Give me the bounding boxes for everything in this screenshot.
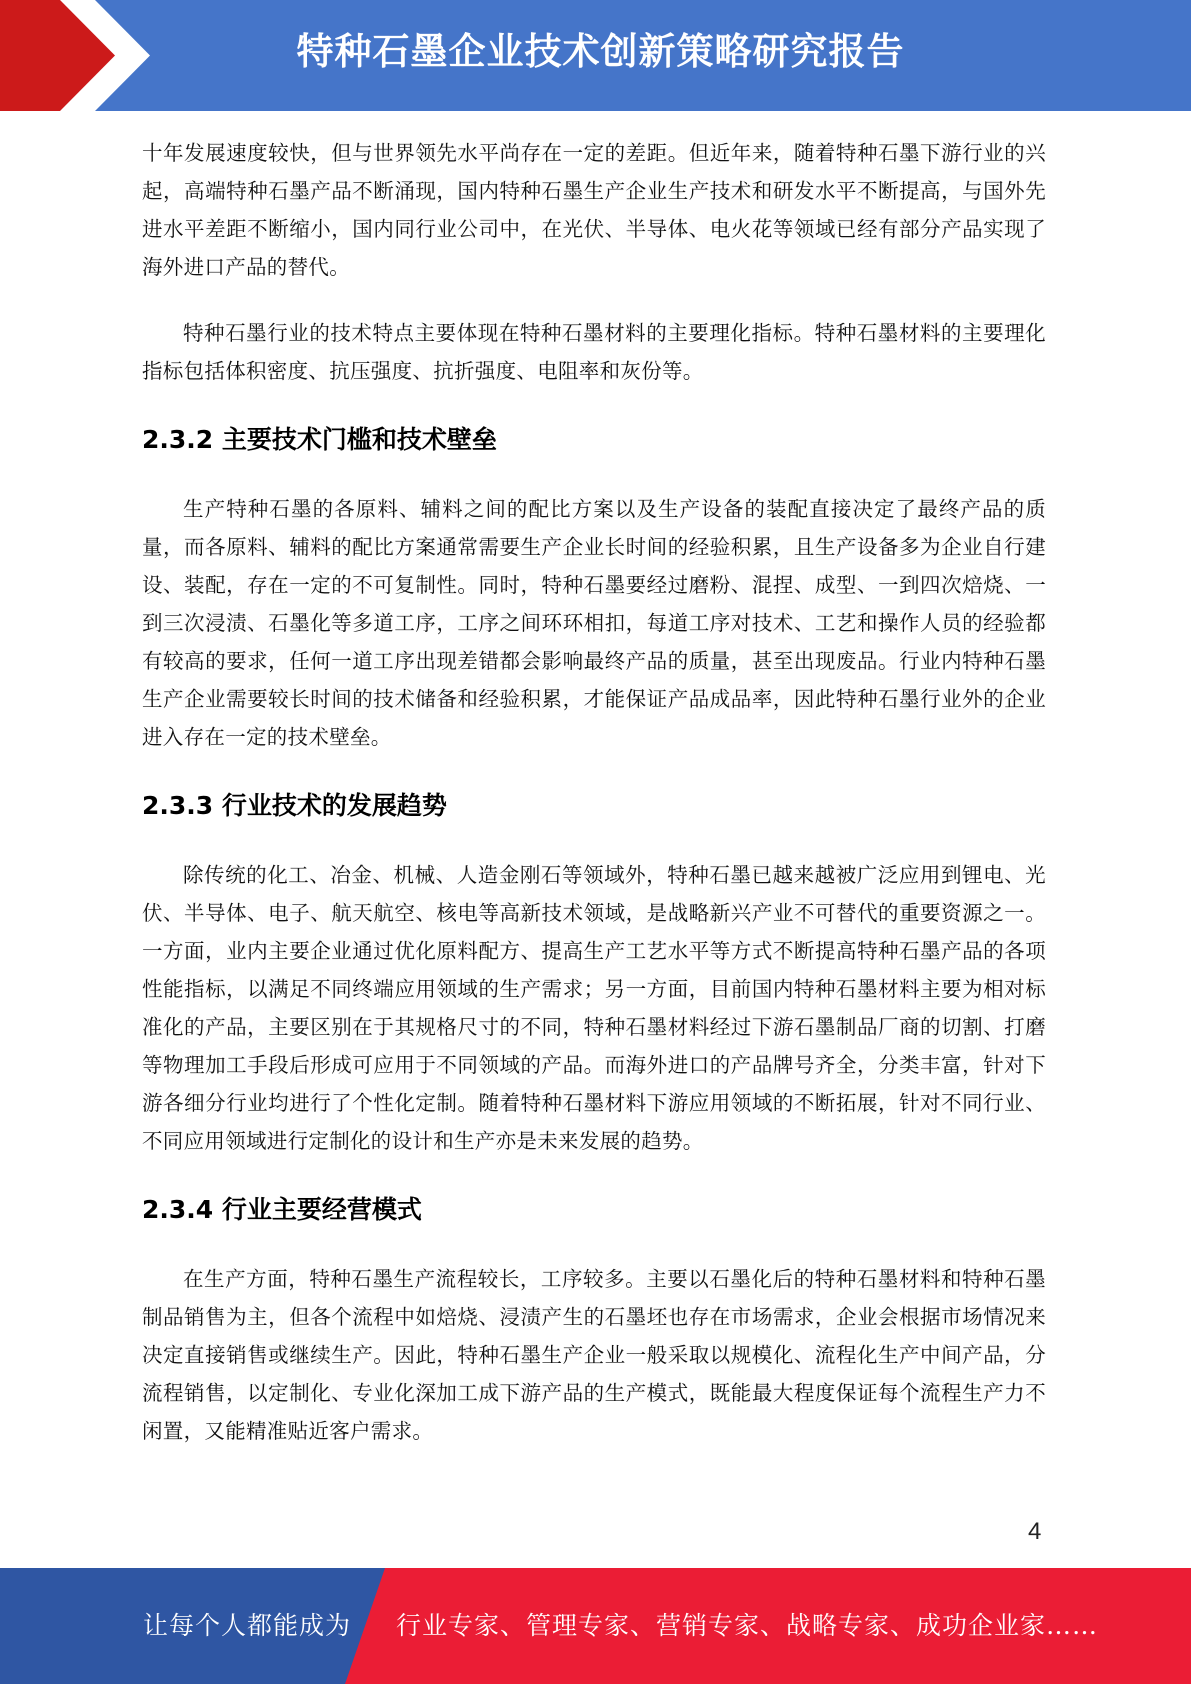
paragraph-tech-trends: 除传统的化工、冶金、机械、人造金刚石等领域外，特种石墨已越来越被广泛应用到锂电、光伏、半导体、电子、航天航空、核电等高新技术领域，是战略新兴产业不可替代的重要资源之一。一方面，业内主要企业通过优化原料配方、提高生产工艺水平等方式不断提高特种石墨产品的各项性能指标，以满足不同终端应用领域的生产需求；另一方面，目前国内特种石墨材料主要为相对标准化的产品，主要区别在于其规格尺寸的不同，特种石墨材料经过下游石墨制品厂商的切割、打磨等物理加工手段后形成可应用于不同领域的产品。而海外进口的产品牌号齐全，分类丰富，针对下游各细分行业均进行了个性化定制。随着特种石墨材料下游应用领域的不断拓展，针对不同行业、不同应用领域进行定制化的设计和生产亦是未来发展的趋势。 (142, 863, 1046, 1153)
paragraph-business-model: 在生产方面，特种石墨生产流程较长，工序较多。主要以石墨化后的特种石墨材料和特种石墨制品销售为主，但各个流程中如焙烧、浸渍产生的石墨坯也存在市场需求，企业会根据市场情况来决定直接销售或继续生产。因此，特种石墨生产企业一般采取以规模化、流程化生产中间产品，分流程销售，以定制化、专业化深加工成下游产品的生产模式，既能最大程度保证每个流程生产力不闲置，又能精准贴近客户需求。 (142, 1267, 1046, 1443)
report-title: 特种石墨企业技术创新策略研究报告 (296, 30, 905, 73)
paragraph-intro: 十年发展速度较快，但与世界领先水平尚存在一定的差距。但近年来，随着特种石墨下游行业的兴起，高端特种石墨产品不断涌现，国内特种石墨生产企业生产技术和研发水平不断提高，与国外先进水平差距不断缩小，国内同行业公司中，在光伏、半导体、电火花等领域已经有部分产品实现了海外进口产品的替代。 (142, 141, 1046, 279)
footer-slogan-right: 行业专家、管理专家、营销专家、战略专家、成功企业家…… (396, 1611, 1099, 1640)
section-heading-2-3-3: 2.3.3 行业技术的发展趋势 (142, 791, 447, 820)
document-body (142, 134, 1046, 1450)
header-chevron-decoration (0, 0, 160, 111)
section-heading-2-3-4: 2.3.4 行业主要经营模式 (142, 1195, 422, 1224)
footer-slogan-left: 让每个人都能成为 (143, 1611, 352, 1640)
paragraph-tech-features: 特种石墨行业的技术特点主要体现在特种石墨材料的主要理化指标。特种石墨材料的主要理化指标包括体积密度、抗压强度、抗折强度、电阻率和灰份等。 (142, 321, 1046, 383)
page-footer (0, 1568, 1191, 1684)
section-heading-2-3-2: 2.3.2 主要技术门槛和技术壁垒 (142, 425, 497, 454)
page-number: 4 (1028, 1518, 1042, 1545)
paragraph-tech-barriers: 生产特种石墨的各原料、辅料之间的配比方案以及生产设备的装配直接决定了最终产品的质量，而各原料、辅料的配比方案通常需要生产企业长时间的经验积累，且生产设备多为企业自行建设、装配，存在一定的不可复制性。同时，特种石墨要经过磨粉、混捏、成型、一到四次焙烧、一到三次浸渍、石墨化等多道工序，工序之间环环相扣，每道工序对技术、工艺和操作人员的经验都有较高的要求，任何一道工序出现差错都会影响最终产品的质量，甚至出现废品。行业内特种石墨生产企业需要较长时间的技术储备和经验积累，才能保证产品成品率，因此特种石墨行业外的企业进入存在一定的技术壁垒。 (142, 497, 1046, 749)
page-header (0, 0, 1191, 111)
paragraph-spacer (142, 286, 1046, 314)
